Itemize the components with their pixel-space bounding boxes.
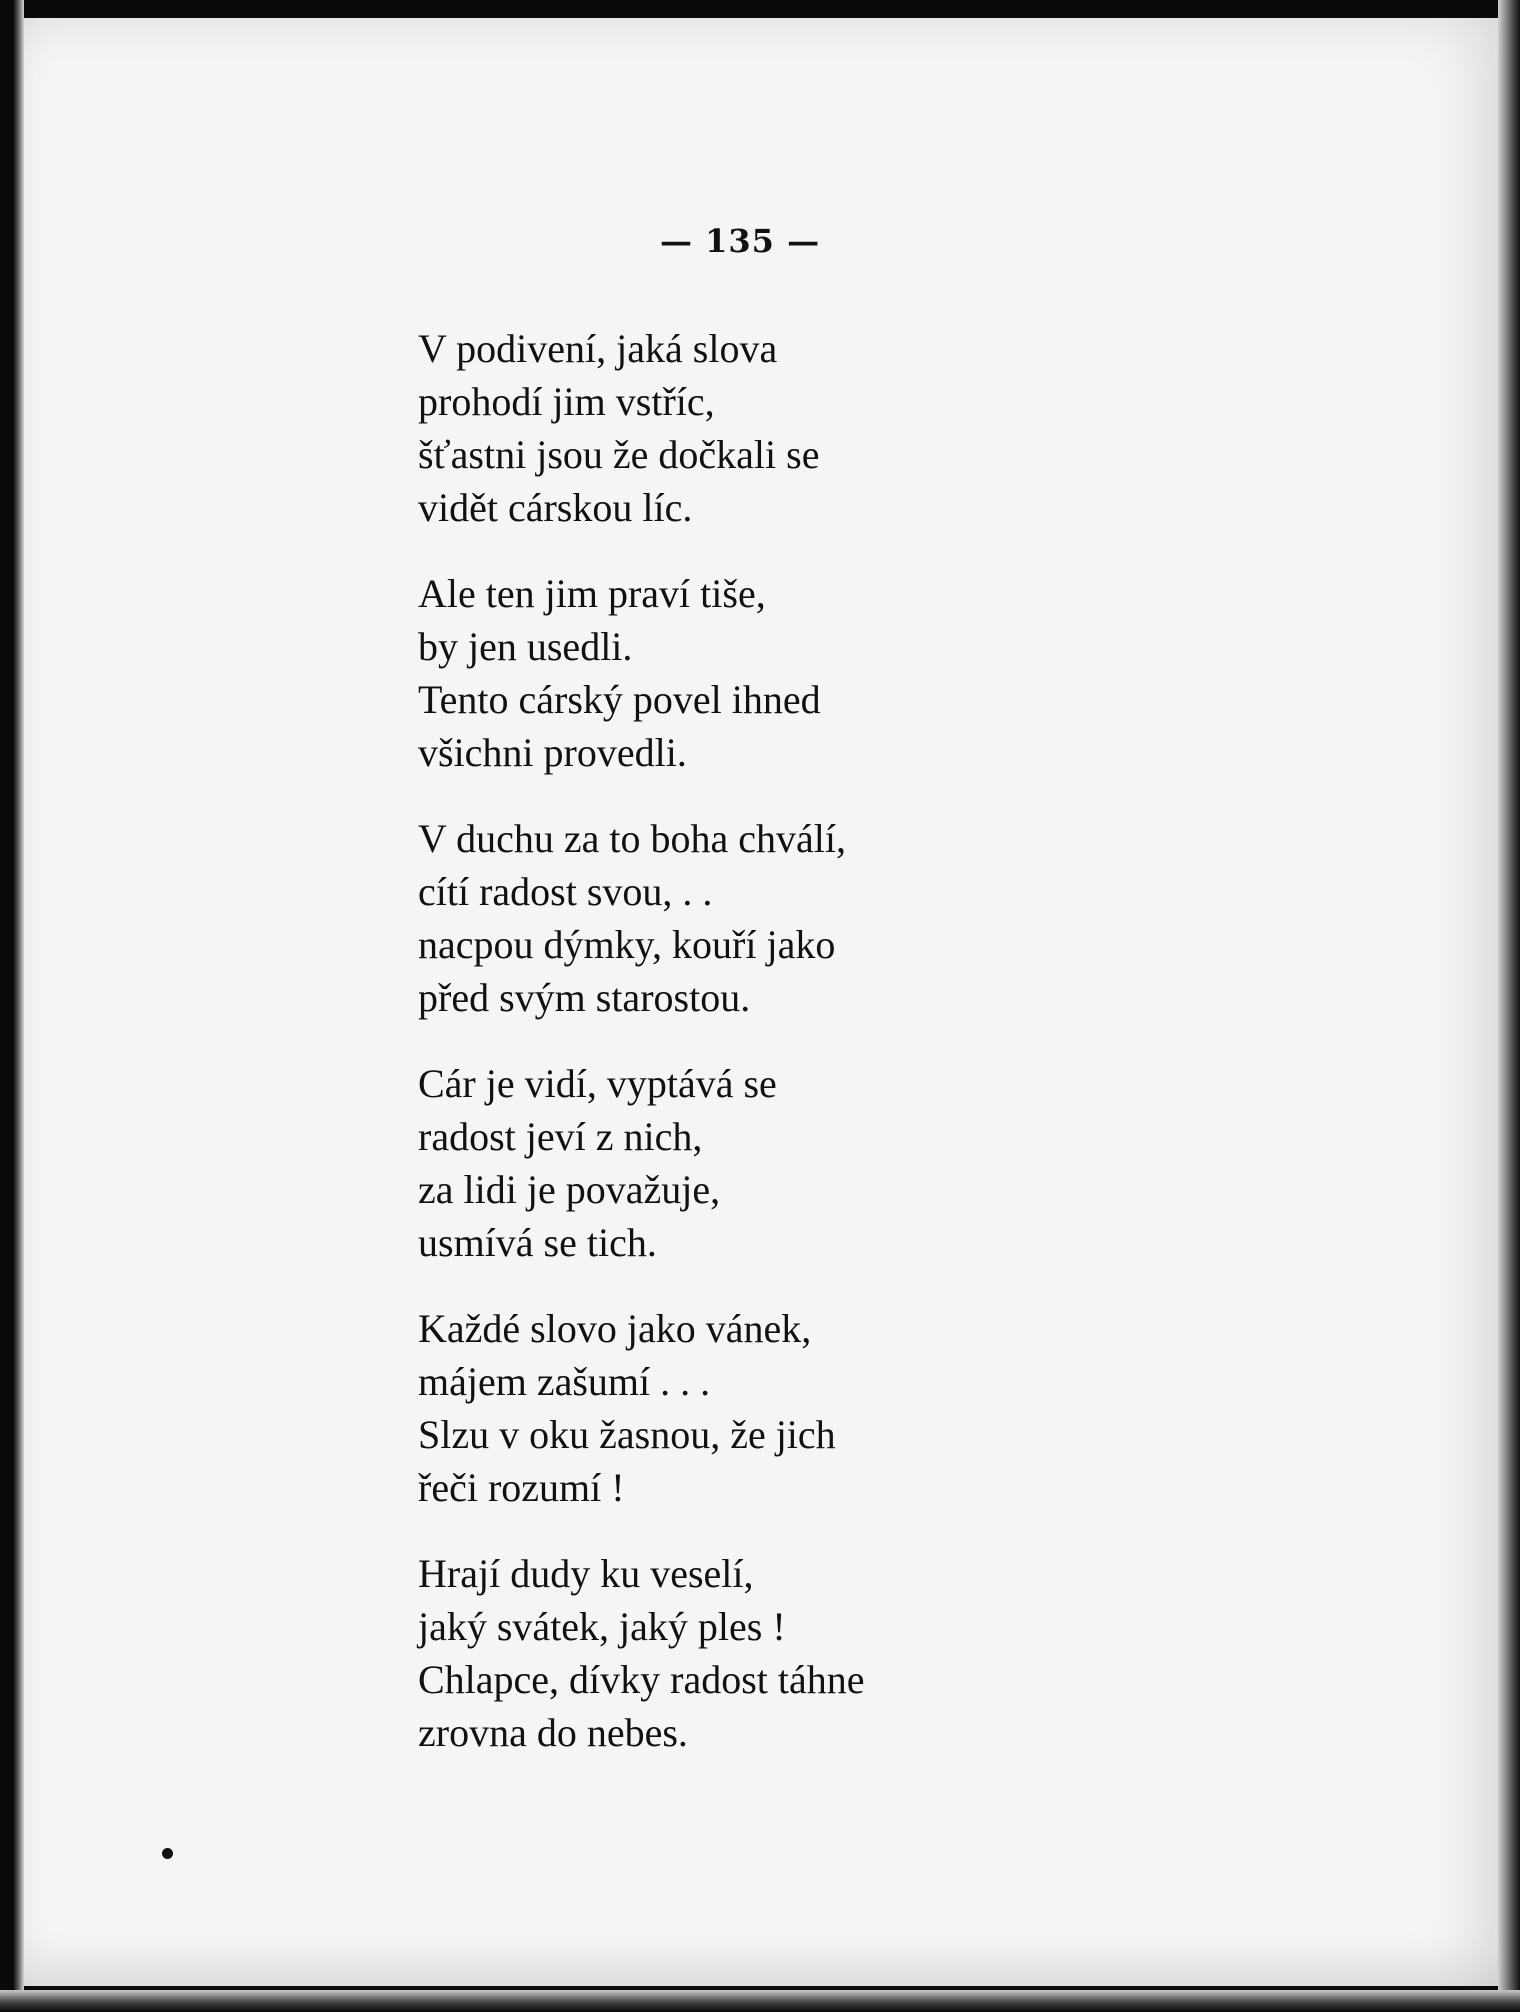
poem [418,322,1118,1792]
poem-line: vidět cárskou líc. [418,485,693,530]
poem-line: Slzu v oku žasnou, že jich [418,1412,836,1457]
poem-line: Ale ten jim praví tiše, [418,571,766,616]
poem-line: jaký svátek, jaký ples ! [418,1604,786,1649]
stanza [418,1547,1118,1759]
stanza [418,1057,1118,1269]
poem-line: všichni provedli. [418,730,687,775]
poem-line: Chlapce, dívky radost táhne [418,1657,865,1702]
poem-line: před svým starostou. [418,975,751,1020]
stanza [418,1302,1118,1514]
right-page-edge [1498,0,1520,2012]
poem-line: šťastni jsou že dočkali se [418,432,820,477]
poem-line: Cár je vidí, vyptává se [418,1061,777,1106]
stanza [418,812,1118,1024]
page-number: — 135 — [660,222,821,260]
left-page-edge [14,0,24,2012]
poem-line: řeči rozumí ! [418,1465,625,1510]
poem-line: zrovna do nebes. [418,1710,688,1755]
poem-line: cítí radost svou, . . [418,869,713,914]
poem-line: Každé slovo jako vánek, [418,1306,812,1351]
poem-line: májem zašumí . . . [418,1359,711,1404]
poem-line: Tento cárský povel ihned [418,677,821,722]
poem-line: radost jeví z nich, [418,1114,703,1159]
poem-line: usmívá se tich. [418,1220,657,1265]
poem-line: by jen usedli. [418,624,633,669]
poem-line: V podivení, jaká slova [418,326,778,371]
stanza [418,322,1118,534]
poem-line: V duchu za to boha chválí, [418,816,847,861]
poem-line: Hrají dudy ku veselí, [418,1551,754,1596]
bottom-page-edge [0,1990,1520,2012]
poem-line: za lidi je považuje, [418,1167,721,1212]
poem-line: prohodí jim vstříc, [418,379,715,424]
poem-line: nacpou dýmky, kouří jako [418,922,836,967]
ink-speck [162,1848,173,1859]
stanza [418,567,1118,779]
